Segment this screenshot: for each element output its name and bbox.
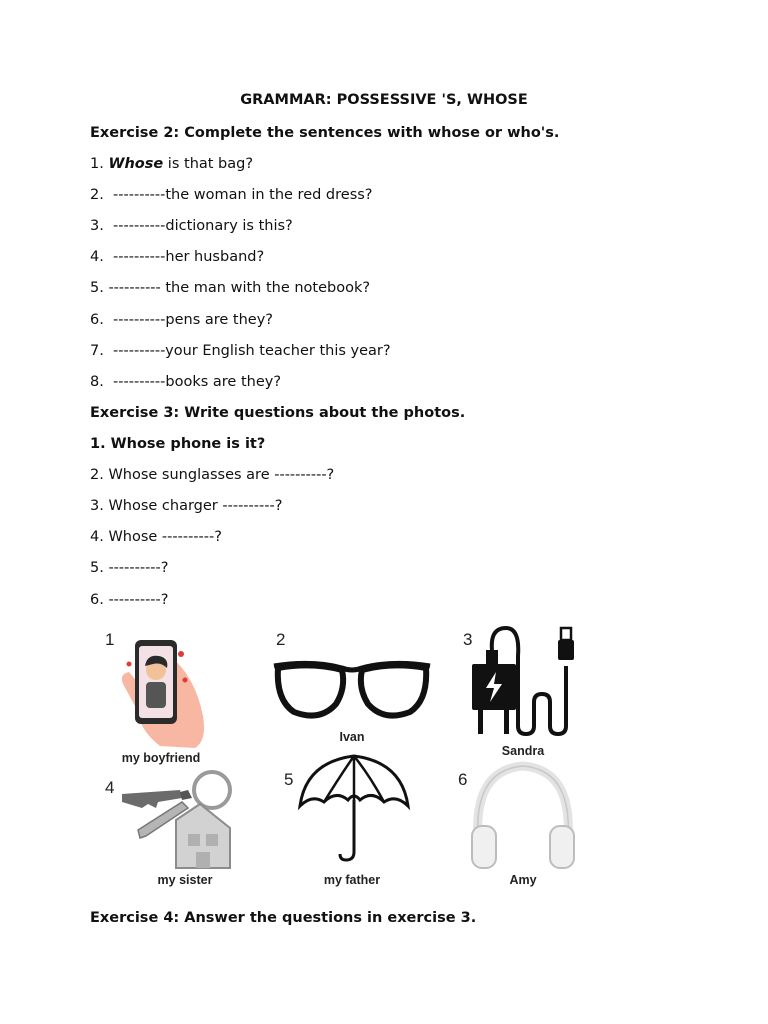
headphones-icon: [468, 760, 578, 874]
exercise2-item-7: 7. ----------your English teacher this year?: [90, 343, 391, 359]
photo-caption-1: my boyfriend: [121, 751, 201, 765]
photo-caption-4: my sister: [157, 873, 213, 887]
exercise3-example: 1. Whose phone is it?: [90, 436, 266, 452]
exercise2-item-2: 2. ----------the woman in the red dress?: [90, 187, 373, 203]
photo-caption-6: Amy: [509, 873, 537, 887]
exercise3-item-4: 4. Whose ----------?: [90, 529, 222, 545]
exercise2-item-6: 6. ----------pens are they?: [90, 312, 273, 328]
photo-number-4: 4: [105, 778, 115, 797]
exercise2-heading: Exercise 2: Complete the sentences with whose or who's.: [90, 125, 560, 141]
photo-number-3: 3: [463, 630, 473, 649]
phone-selfie-icon: [115, 636, 215, 756]
glasses-icon: [272, 660, 432, 720]
exercise3-heading: Exercise 3: Write questions about the photos.: [90, 405, 466, 421]
photo-number-2: 2: [276, 630, 286, 649]
photo-caption-5: my father: [323, 873, 381, 887]
photo-number-5: 5: [284, 770, 294, 789]
item-number: 1.: [90, 156, 109, 172]
umbrella-icon: [296, 752, 412, 864]
photo-number-6: 6: [458, 770, 468, 789]
page-title: GRAMMAR: POSSESSIVE 'S, WHOSE: [240, 92, 528, 108]
photo-caption-2: Ivan: [339, 730, 365, 744]
charger-icon: [468, 626, 580, 738]
answer-whose: Whose: [108, 156, 164, 172]
exercise3-item-3: 3. Whose charger ----------?: [90, 498, 283, 514]
exercise2-item-3: 3. ----------dictionary is this?: [90, 218, 293, 234]
exercise2-item-4: 4. ----------her husband?: [90, 249, 265, 265]
exercise4-heading: Exercise 4: Answer the questions in exercise 3.: [90, 910, 477, 926]
exercise2-item-5: 5. ---------- the man with the notebook?: [90, 280, 371, 296]
keys-icon: [118, 768, 238, 874]
exercise3-item-6: 6. ----------?: [90, 592, 169, 608]
item-text: is that bag?: [163, 156, 254, 172]
exercise2-item-8: 8. ----------books are they?: [90, 374, 282, 390]
photo-caption-3: Sandra: [501, 744, 545, 758]
photo-number-1: 1: [105, 630, 115, 649]
exercise2-item-1: [90, 155, 253, 173]
exercise3-item-2: 2. Whose sunglasses are ----------?: [90, 467, 335, 483]
exercise3-item-5: 5. ----------?: [90, 560, 169, 576]
